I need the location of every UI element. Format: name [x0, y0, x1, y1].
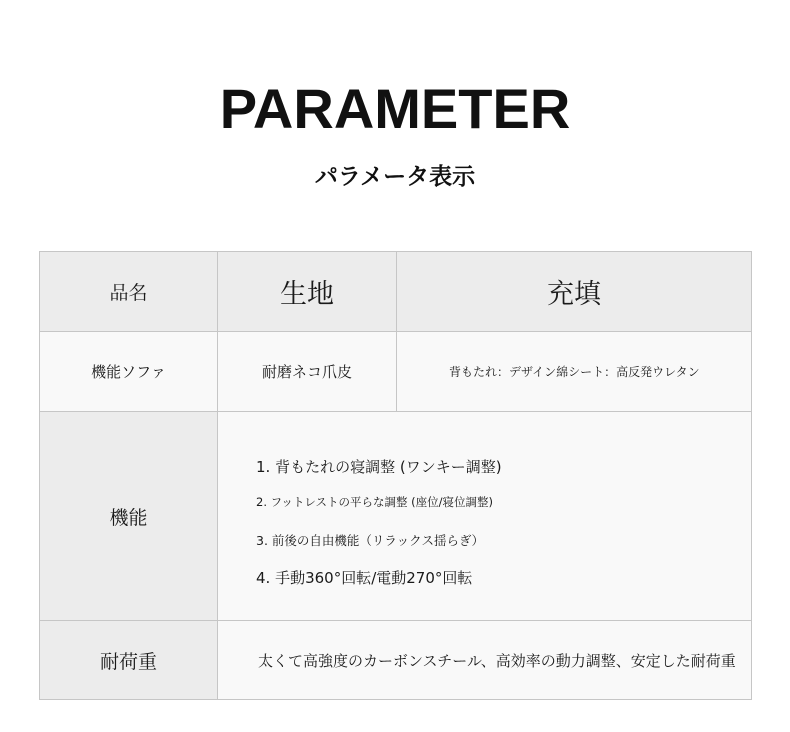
header-cell-name: [39, 251, 218, 332]
product-fabric: 耐磨ネコ爪皮: [261, 363, 352, 381]
load-label: 耐荷重: [99, 650, 157, 673]
function-list-cell: [217, 411, 752, 621]
page-title: PARAMETER: [219, 77, 571, 140]
product-name: 機能ソファ: [91, 363, 166, 381]
function-label-cell: [39, 411, 218, 621]
product-filling-cell: [396, 331, 752, 412]
header-cell-fabric: [217, 251, 397, 332]
function-item: 4. 手動360°回転/電動270°回転: [256, 569, 473, 587]
function-item: 3. 前後の自由機能（リラックス揺らぎ）: [256, 533, 485, 548]
function-label: 機能: [109, 506, 148, 529]
product-name-cell: [39, 331, 218, 412]
load-label-cell: [39, 620, 218, 700]
load-description-cell: [217, 620, 752, 700]
parameter-table: [39, 251, 752, 700]
header-cell-filling: [396, 251, 752, 332]
function-item: 2. フットレストの平らな調整 (座位/寝位調整): [256, 495, 493, 509]
header-name-label: 品名: [109, 282, 148, 304]
header-fabric-label: 生地: [280, 279, 334, 310]
load-description: 太くて高強度のカーボンスチール、高効率の動力調整、安定した耐荷重: [258, 651, 736, 670]
product-filling: 背もたれ：デザイン綿シート：高反発ウレタン: [449, 365, 700, 379]
product-fabric-cell: [217, 331, 397, 412]
function-item: 1. 背もたれの寝調整 (ワンキー調整): [256, 458, 502, 476]
header-filling-label: 充填: [547, 279, 601, 310]
page-subtitle: パラメータ表示: [314, 164, 476, 190]
